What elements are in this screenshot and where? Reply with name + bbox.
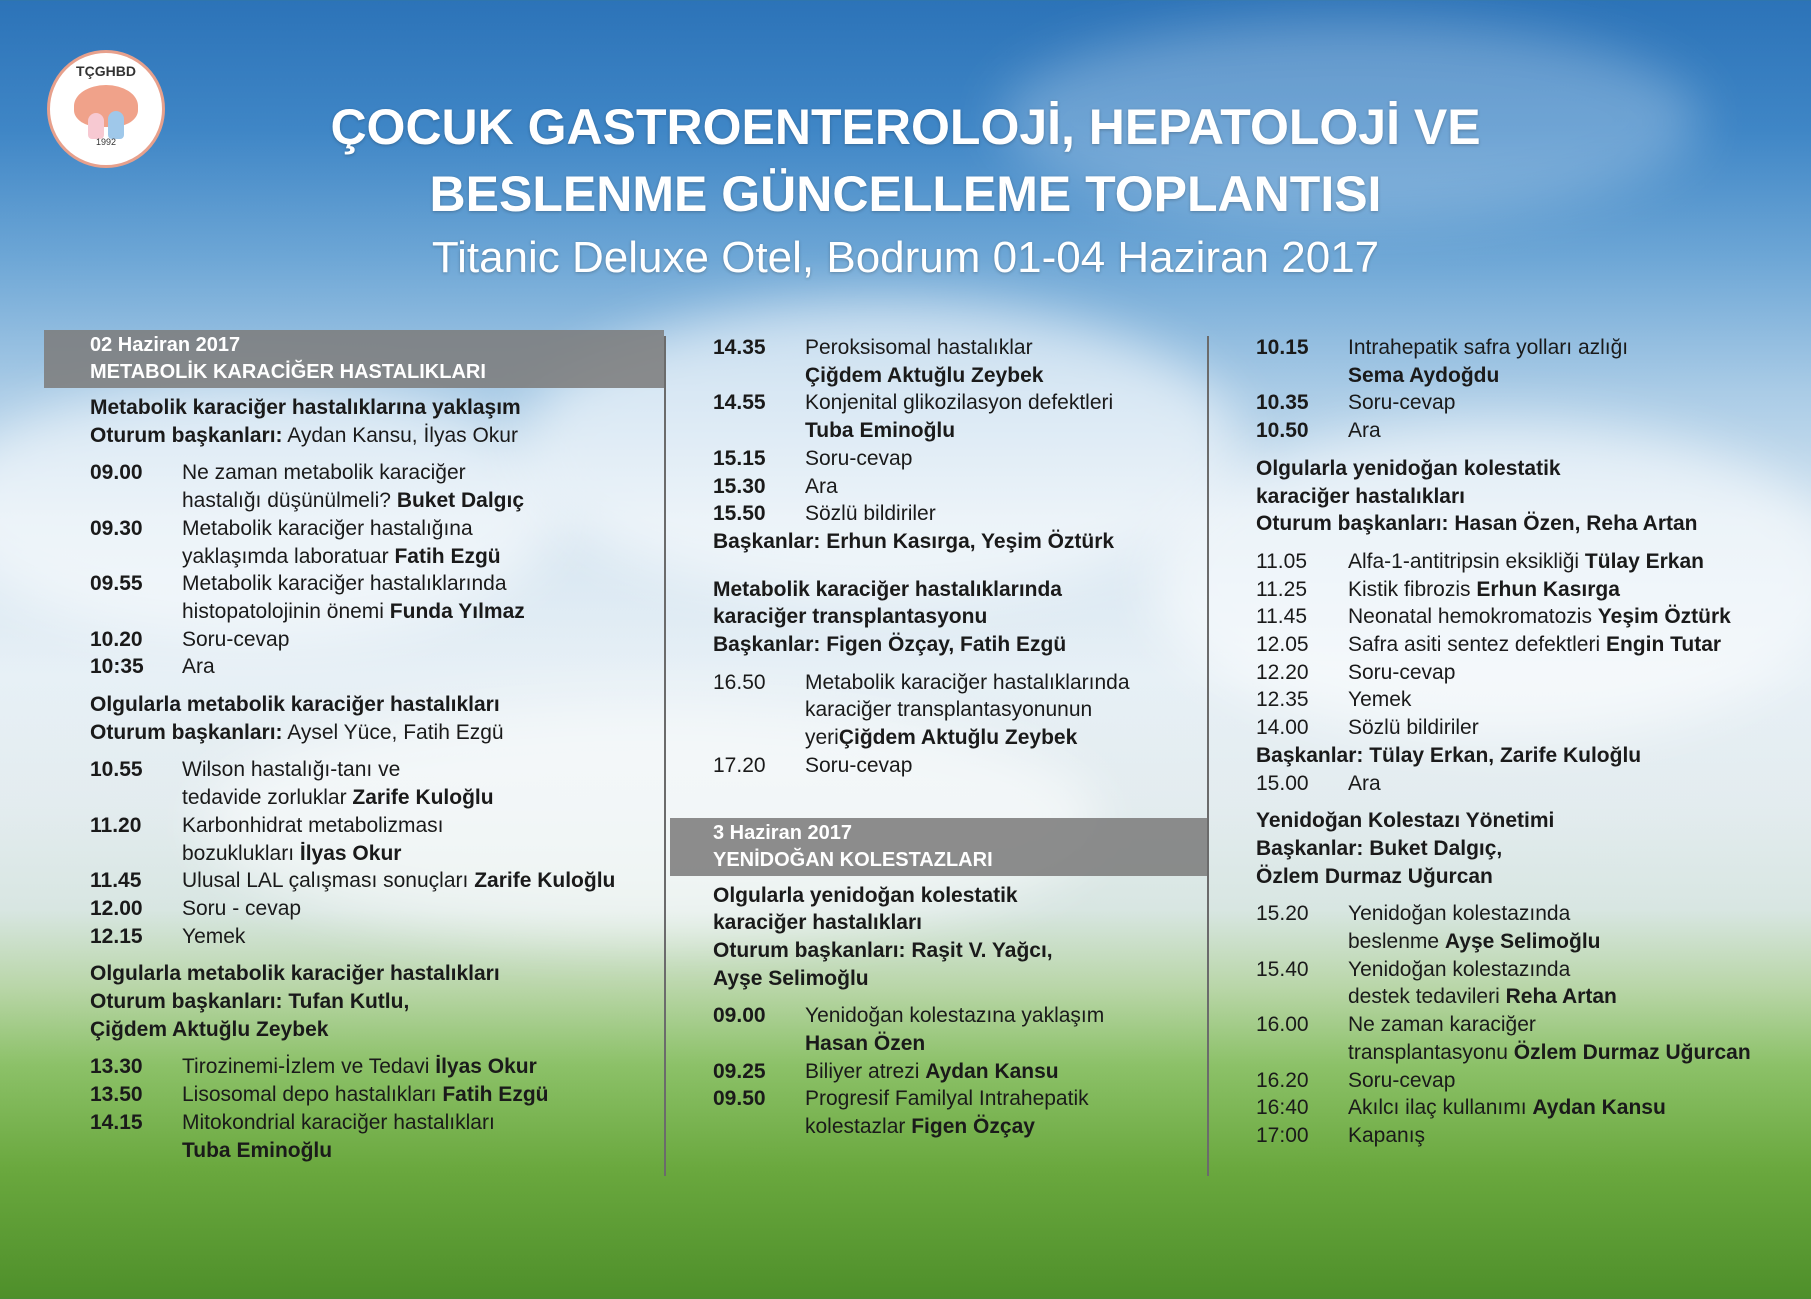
session-chairs: Oturum başkanları: Tufan Kutlu, [90, 990, 410, 1014]
session-text [805, 445, 1207, 473]
session-time: 17:00 [1256, 1123, 1309, 1147]
session-title: Metabolik karaciğer hastalıklarına yaklaşım [90, 396, 521, 419]
session-time: 16.20 [1256, 1068, 1309, 1092]
program-row [713, 1058, 1207, 1086]
session-time: 10:35 [90, 655, 144, 679]
day-header [670, 818, 1207, 876]
session-rows [1256, 900, 1800, 1149]
session-text: Ara [1348, 771, 1381, 795]
speaker-name: Zarife Kuloğlu [352, 786, 494, 810]
program-row [713, 1085, 1207, 1140]
session-text [182, 626, 664, 654]
session-time: 10.35 [1256, 391, 1309, 415]
talk-title: Safra asiti sentez defektleri [1348, 633, 1606, 657]
day-date: 3 Haziran 2017 [713, 821, 852, 844]
program-row [1256, 900, 1800, 955]
day-title: YENİDOĞAN KOLESTAZLARI [713, 848, 993, 871]
session-block [1256, 455, 1800, 797]
session-text [1348, 417, 1800, 445]
talk-title: histopatolojinin önemi [182, 599, 390, 623]
session-rows [713, 1002, 1207, 1141]
session-chairs: Başkanlar: Erhun Kasırga, Yeşim Öztürk [713, 529, 1115, 553]
program-row [90, 1081, 664, 1109]
session-time: 12.05 [1256, 633, 1309, 657]
program-row [90, 867, 664, 895]
talk-title: Yenidoğan kolestazına yaklaşım [805, 1004, 1105, 1028]
session-time: 16.00 [1256, 1013, 1309, 1037]
session-text [1348, 631, 1800, 659]
session-time: 09.30 [90, 516, 143, 540]
speaker-name: Hasan Özen [805, 1032, 926, 1056]
event-venue-date: Titanic Deluxe Otel, Bodrum 01-04 Haziran 2017 [431, 233, 1380, 282]
session-chairs [90, 422, 664, 450]
program-column-1 [44, 330, 664, 1174]
talk-title: Intrahepatik safra yolları azlığı [1348, 336, 1629, 359]
speaker-name: Çiğdem Aktuğlu Zeybek [805, 363, 1044, 387]
program-row [1256, 1122, 1800, 1150]
talk-title: Yenidoğan kolestazında [1348, 957, 1571, 981]
program-row [1256, 631, 1800, 659]
chairs-names: Aysel Yüce, Fatih Ezgü [282, 720, 504, 744]
session-time: 15.30 [713, 474, 766, 498]
talk-title: Soru-cevap [1348, 660, 1456, 684]
talk-title: Ara [182, 655, 215, 679]
session-time: 14.55 [713, 391, 766, 415]
page-title-line1: ÇOCUK GASTROENTEROLOJİ, HEPATOLOJİ VE [330, 99, 1481, 155]
session-rows [90, 756, 664, 950]
session-text [1348, 956, 1800, 1011]
session-block [90, 960, 664, 1164]
session-text [805, 1085, 1207, 1140]
session-text [805, 1058, 1207, 1086]
session-text [1348, 659, 1800, 687]
program-row [90, 1053, 664, 1081]
session-title: Olgularla yenidoğan kolestatik [1256, 456, 1561, 480]
session-rows [1256, 548, 1800, 742]
session-time: 12.15 [90, 924, 143, 948]
speaker-name: Aydan Kansu [925, 1059, 1059, 1083]
talk-title: Ulusal LAL çalışması sonuçları [182, 869, 475, 893]
session-time: 10.15 [1256, 336, 1309, 359]
program-row [713, 669, 1207, 752]
talk-title: Ne zaman karaciğer [1348, 1013, 1536, 1037]
session-chairs: Çiğdem Aktuğlu Zeybek [90, 1017, 329, 1041]
speaker-name: Funda Yılmaz [389, 599, 525, 623]
program-row [713, 473, 1207, 501]
session-title: Olgularla yenidoğan kolestatik [713, 883, 1018, 907]
program-row [713, 1002, 1207, 1057]
program-row [713, 445, 1207, 473]
talk-title: destek tedavileri [1348, 985, 1506, 1009]
speaker-name: Tuba Eminoğlu [182, 1138, 333, 1162]
talk-title: yaklaşımda laboratuar [182, 544, 395, 568]
session-time: 15.20 [1256, 902, 1309, 926]
session-text [1348, 389, 1800, 417]
session-text [1348, 1067, 1800, 1095]
session-text [805, 1002, 1207, 1057]
program-row [1256, 714, 1800, 742]
program-row [90, 1109, 664, 1164]
program-row [90, 895, 664, 923]
session-text [1348, 576, 1800, 604]
talk-title: Sözlü bildiriler [805, 502, 936, 526]
session-text [182, 515, 664, 570]
talk-title: Progresif Familyal Intrahepatik [805, 1087, 1089, 1111]
talk-title: Akılcı ilaç kullanımı [1348, 1096, 1533, 1120]
speaker-name: Erhun Kasırga [1476, 577, 1620, 601]
session-rows [90, 1053, 664, 1164]
session-title: karaciğer hastalıkları [713, 911, 922, 935]
program-row [1256, 659, 1800, 687]
talk-title: Kapanış [1348, 1123, 1426, 1147]
session-time: 16.50 [713, 670, 766, 694]
day-header [44, 330, 664, 388]
program-row [90, 626, 664, 654]
session-text [1348, 900, 1800, 955]
session-time: 12.20 [1256, 660, 1309, 684]
program-column-2 [667, 330, 1207, 1151]
talk-title: Karbonhidrat metabolizması [182, 813, 444, 837]
speaker-name: Tülay Erkan [1584, 549, 1704, 573]
session-title: Metabolik karaciğer hastalıklarında [713, 577, 1062, 601]
program-row [1256, 770, 1800, 798]
session-block [713, 334, 1207, 556]
session-text [805, 669, 1207, 752]
speaker-name: Figen Özçay [911, 1115, 1035, 1139]
session-time: 17.20 [713, 753, 766, 777]
session-block [1256, 807, 1800, 1149]
talk-title: Ara [805, 474, 838, 498]
talk-title: Soru-cevap [805, 753, 913, 777]
session-time: 15.40 [1256, 957, 1309, 981]
session-chairs [90, 719, 664, 747]
talk-title: Yemek [182, 924, 246, 948]
session-text [805, 752, 1207, 780]
session-text [1348, 603, 1800, 631]
talk-title: Soru-cevap [805, 446, 913, 470]
day-title: METABOLİK KARACİĞER HASTALIKLARI [90, 361, 486, 383]
session-time: 16:40 [1256, 1096, 1309, 1120]
session-rows [1256, 334, 1800, 445]
session-time: 11.45 [90, 869, 142, 893]
session-block [90, 691, 664, 950]
talk-title: Soru-cevap [1348, 1068, 1456, 1092]
program-row [1256, 603, 1800, 631]
session-time: 10.55 [90, 758, 143, 782]
talk-title: Metabolik karaciğer hastalığına [182, 516, 473, 540]
logo-abbreviation: TÇGHBD [76, 63, 136, 79]
speaker-name: Buket Dalgıç [396, 489, 525, 513]
program-row [1256, 1011, 1800, 1066]
session-time: 11.05 [1256, 549, 1307, 573]
session-text [182, 812, 664, 867]
chairs-label: Oturum başkanları: [90, 720, 283, 744]
session-time: 13.50 [90, 1083, 143, 1107]
session-text [805, 500, 1207, 528]
session-block [713, 882, 1207, 1141]
program-row [90, 923, 664, 951]
program-row [90, 459, 664, 514]
program-row [1256, 417, 1800, 445]
session-text [1348, 334, 1800, 389]
session-chairs: Özlem Durmaz Uğurcan [1256, 864, 1493, 888]
session-title: Olgularla metabolik karaciğer hastalıkları [90, 962, 500, 986]
program-row [90, 653, 664, 681]
program-row [1256, 576, 1800, 604]
speaker-name: Sema Aydoğdu [1348, 363, 1500, 387]
session-time: 14.00 [1256, 716, 1309, 740]
speaker-name: İlyas Okur [299, 841, 402, 865]
session-chairs: Oturum başkanları: Hasan Özen, Reha Artan [1256, 512, 1698, 536]
speaker-name: Çiğdem Aktuğlu Zeybek [838, 726, 1078, 750]
session-title: karaciğer hastalıkları [1256, 484, 1465, 508]
program-row [1256, 956, 1800, 1011]
speaker-name: İlyas Okur [435, 1055, 537, 1079]
talk-title: beslenme [1348, 930, 1445, 954]
session-time: 14.35 [713, 336, 766, 359]
session-text [805, 389, 1207, 444]
session-title: Yenidoğan Kolestazı Yönetimi [1256, 809, 1555, 833]
talk-title: Ara [1348, 419, 1381, 443]
session-time: 13.30 [90, 1055, 143, 1079]
talk-title: Soru-cevap [1348, 391, 1456, 415]
session-text [1348, 1094, 1800, 1122]
session-chairs: Ayşe Selimoğlu [713, 966, 869, 990]
session-time: 12.00 [90, 896, 143, 920]
session-text [805, 473, 1207, 501]
session-time: 10.50 [1256, 419, 1309, 443]
speaker-name: Tuba Eminoğlu [805, 419, 956, 443]
program-row [713, 500, 1207, 528]
program-row [1256, 548, 1800, 576]
session-text [182, 756, 664, 811]
speaker-name: Fatih Ezgü [394, 544, 501, 568]
talk-title: Peroksisomal hastalıklar [805, 336, 1033, 359]
logo-year: 1992 [95, 137, 117, 147]
program-column-3 [1210, 330, 1800, 1160]
session-chairs: Başkanlar: Tülay Erkan, Zarife Kuloğlu [1256, 743, 1642, 767]
session-block [90, 394, 664, 681]
day-date: 02 Haziran 2017 [90, 334, 241, 356]
talk-title: Kistik fibrozis [1348, 577, 1477, 601]
session-text [182, 1053, 664, 1081]
session-text [182, 653, 664, 681]
session-text [182, 1109, 664, 1164]
talk-title: Sözlü bildiriler [1348, 716, 1479, 740]
program-row [90, 756, 664, 811]
program-row [1256, 686, 1800, 714]
session-time: 09.25 [713, 1059, 766, 1083]
program-row [713, 334, 1207, 389]
session-text [182, 923, 664, 951]
talk-title: Neonatal hemokromatozis [1348, 605, 1598, 629]
program-row [90, 570, 664, 625]
program-row [1256, 1067, 1800, 1095]
session-text [182, 867, 664, 895]
session-title: karaciğer transplantasyonu [713, 605, 988, 629]
session-time: 09.55 [90, 572, 143, 596]
talk-title: Metabolik karaciğer hastalıklarında [182, 572, 507, 596]
session-time: 15.50 [713, 502, 766, 526]
session-rows [713, 334, 1207, 528]
talk-title: hastalığı düşünülmeli? [182, 489, 397, 513]
session-time: 09.00 [713, 1004, 766, 1028]
session-time: 12.35 [1256, 688, 1309, 712]
program-row [1256, 389, 1800, 417]
session-text [182, 570, 664, 625]
talk-title: kolestazlar [805, 1115, 912, 1139]
talk-title: Mitokondrial karaciğer hastalıkları [182, 1110, 495, 1134]
session-rows [713, 669, 1207, 780]
chairs-names: Aydan Kansu, İlyas Okur [282, 423, 518, 447]
talk-title: Ne zaman metabolik karaciğer [182, 461, 466, 485]
session-chairs: Başkanlar: Figen Özçay, Fatih Ezgü [713, 633, 1067, 657]
session-time: 11.45 [1256, 605, 1307, 629]
speaker-name: Ayşe Selimoğlu [1444, 930, 1601, 954]
session-time: 09.50 [713, 1087, 766, 1111]
program-row [713, 389, 1207, 444]
talk-title: tedavide zorluklar [182, 786, 353, 810]
page-title-line2: BESLENME GÜNCELLEME TOPLANTISI [429, 166, 1382, 222]
talk-title: bozuklukları [182, 841, 300, 865]
session-time: 15.00 [1256, 771, 1309, 795]
session-text [182, 1081, 664, 1109]
speaker-name: Reha Artan [1505, 985, 1617, 1009]
session-title: Olgularla metabolik karaciğer hastalıkları [90, 693, 500, 717]
session-text [1348, 1122, 1800, 1150]
talk-title: Konjenital glikozilasyon defektleri [805, 391, 1114, 415]
speaker-name: Engin Tutar [1605, 633, 1722, 657]
speaker-name: Fatih Ezgü [442, 1083, 549, 1107]
talk-title: transplantasyonu [1348, 1040, 1514, 1064]
program-row [90, 515, 664, 570]
session-time: 11.25 [1256, 577, 1307, 601]
column-divider [1207, 336, 1209, 1176]
talk-title: Lisosomal depo hastalıkları [182, 1083, 443, 1107]
program-row [1256, 1094, 1800, 1122]
speaker-name: Zarife Kuloğlu [474, 869, 616, 893]
session-chairs: Başkanlar: Buket Dalgıç, [1256, 836, 1503, 860]
column-divider [664, 336, 666, 1176]
session-text [1348, 1011, 1800, 1066]
talk-title: Tirozinemi-İzlem ve Tedavi [182, 1055, 436, 1079]
speaker-name: Özlem Durmaz Uğurcan [1513, 1040, 1751, 1064]
session-text [1348, 686, 1800, 714]
session-block [1256, 334, 1800, 445]
program-row [90, 812, 664, 867]
session-time: 11.20 [90, 813, 142, 837]
session-time: 15.15 [713, 446, 766, 470]
talk-title: Soru-cevap [182, 627, 290, 651]
program-row [713, 752, 1207, 780]
session-time: 14.15 [90, 1110, 143, 1134]
talk-title: Metabolik karaciğer hastalıklarında [805, 670, 1130, 694]
talk-title: Soru - cevap [182, 896, 302, 920]
talk-title: karaciğer transplantasyonunun yeri [805, 698, 1093, 750]
speaker-name: Aydan Kansu [1532, 1096, 1666, 1120]
talk-title: Biliyer atrezi [805, 1059, 926, 1083]
speaker-name: Yeşim Öztürk [1597, 605, 1731, 629]
session-text [182, 895, 664, 923]
session-text [805, 334, 1207, 389]
session-text [1348, 714, 1800, 742]
session-time: 10.20 [90, 627, 143, 651]
session-text [182, 459, 664, 514]
program-row [1256, 334, 1800, 389]
session-time: 09.00 [90, 461, 143, 485]
talk-title: Wilson hastalığı-tanı ve [182, 758, 401, 782]
session-chairs: Oturum başkanları: Raşit V. Yağcı, [713, 938, 1053, 962]
talk-title: Yemek [1348, 688, 1412, 712]
talk-title: Yenidoğan kolestazında [1348, 902, 1571, 926]
session-block [713, 576, 1207, 780]
chairs-label: Oturum başkanları: [90, 423, 283, 447]
session-text [1348, 548, 1800, 576]
talk-title: Alfa-1-antitripsin eksikliği [1348, 549, 1585, 573]
session-rows [90, 459, 664, 681]
